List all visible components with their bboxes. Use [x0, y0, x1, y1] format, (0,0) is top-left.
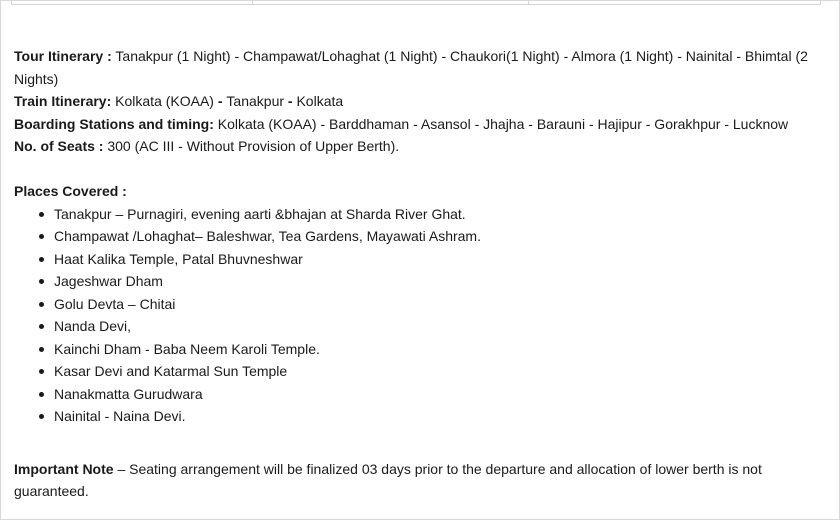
seats-label: No. of Seats : — [14, 138, 104, 154]
tour-itinerary-label: Tour Itinerary : — [14, 48, 112, 64]
tour-itinerary-value: Tanakpur (1 Night) - Champawat/Lohaghat (1 Night) - Chaukori(1 Night) - Almora (1 Night) - Nainital - Bhimtal (2 Nights) — [14, 48, 808, 87]
list-item: Kasar Devi and Katarmal Sun Temple — [54, 360, 819, 383]
important-note-text: – Seating arrangement will be finalized 03 days prior to the departure and allocation of lower berth is not guaranteed. — [14, 460, 762, 499]
tour-itinerary-line — [14, 45, 819, 90]
list-item: Golu Devta – Chitai — [54, 293, 819, 316]
train-itinerary-label: Train Itinerary: — [14, 93, 112, 109]
seats-line — [14, 135, 819, 158]
list-item: Nainital - Naina Devi. — [54, 405, 819, 428]
list-item: Kainchi Dham - Baba Neem Karoli Temple. — [54, 338, 819, 361]
important-note-label: Important Note — [14, 460, 114, 477]
train-stop-origin: Kolkata (KOAA) — [111, 93, 214, 109]
train-stop-destination: Tanakpur — [226, 93, 285, 109]
list-item: Champawat /Lohaghat– Baleshwar, Tea Gardens, Mayawati Ashram. — [54, 225, 819, 248]
train-separator: - — [213, 93, 227, 109]
list-item: Haat Kalika Temple, Patal Bhuvneshwar — [54, 248, 819, 271]
list-item: Nanakmatta Gurudwara — [54, 383, 819, 406]
seats-value: 300 (AC III - Without Provision of Upper Berth). — [103, 138, 400, 154]
tour-details — [14, 45, 819, 503]
important-note — [14, 458, 819, 503]
list-item: Tanakpur – Purnagiri, evening aarti &bhajan at Sharda River Ghat. — [54, 203, 819, 226]
table-bottom-edge — [11, 1, 821, 5]
boarding-stations-line — [14, 113, 819, 136]
places-covered-heading: Places Covered : — [14, 183, 127, 199]
boarding-stations-value: Kolkata (KOAA) - Barddhaman - Asansol - Jhajha - Barauni - Hajipur - Gorakhpur - Lucknow — [213, 115, 789, 132]
places-list — [14, 203, 819, 428]
train-stop-return: Kolkata — [296, 93, 344, 109]
boarding-stations-label: Boarding Stations and timing: — [14, 115, 214, 132]
table-column-divider — [252, 1, 253, 4]
list-item: Jageshwar Dham — [54, 270, 819, 293]
train-separator: - — [284, 93, 297, 109]
list-item: Nanda Devi, — [54, 315, 819, 338]
table-column-divider — [528, 1, 529, 4]
train-itinerary-line — [14, 90, 819, 113]
